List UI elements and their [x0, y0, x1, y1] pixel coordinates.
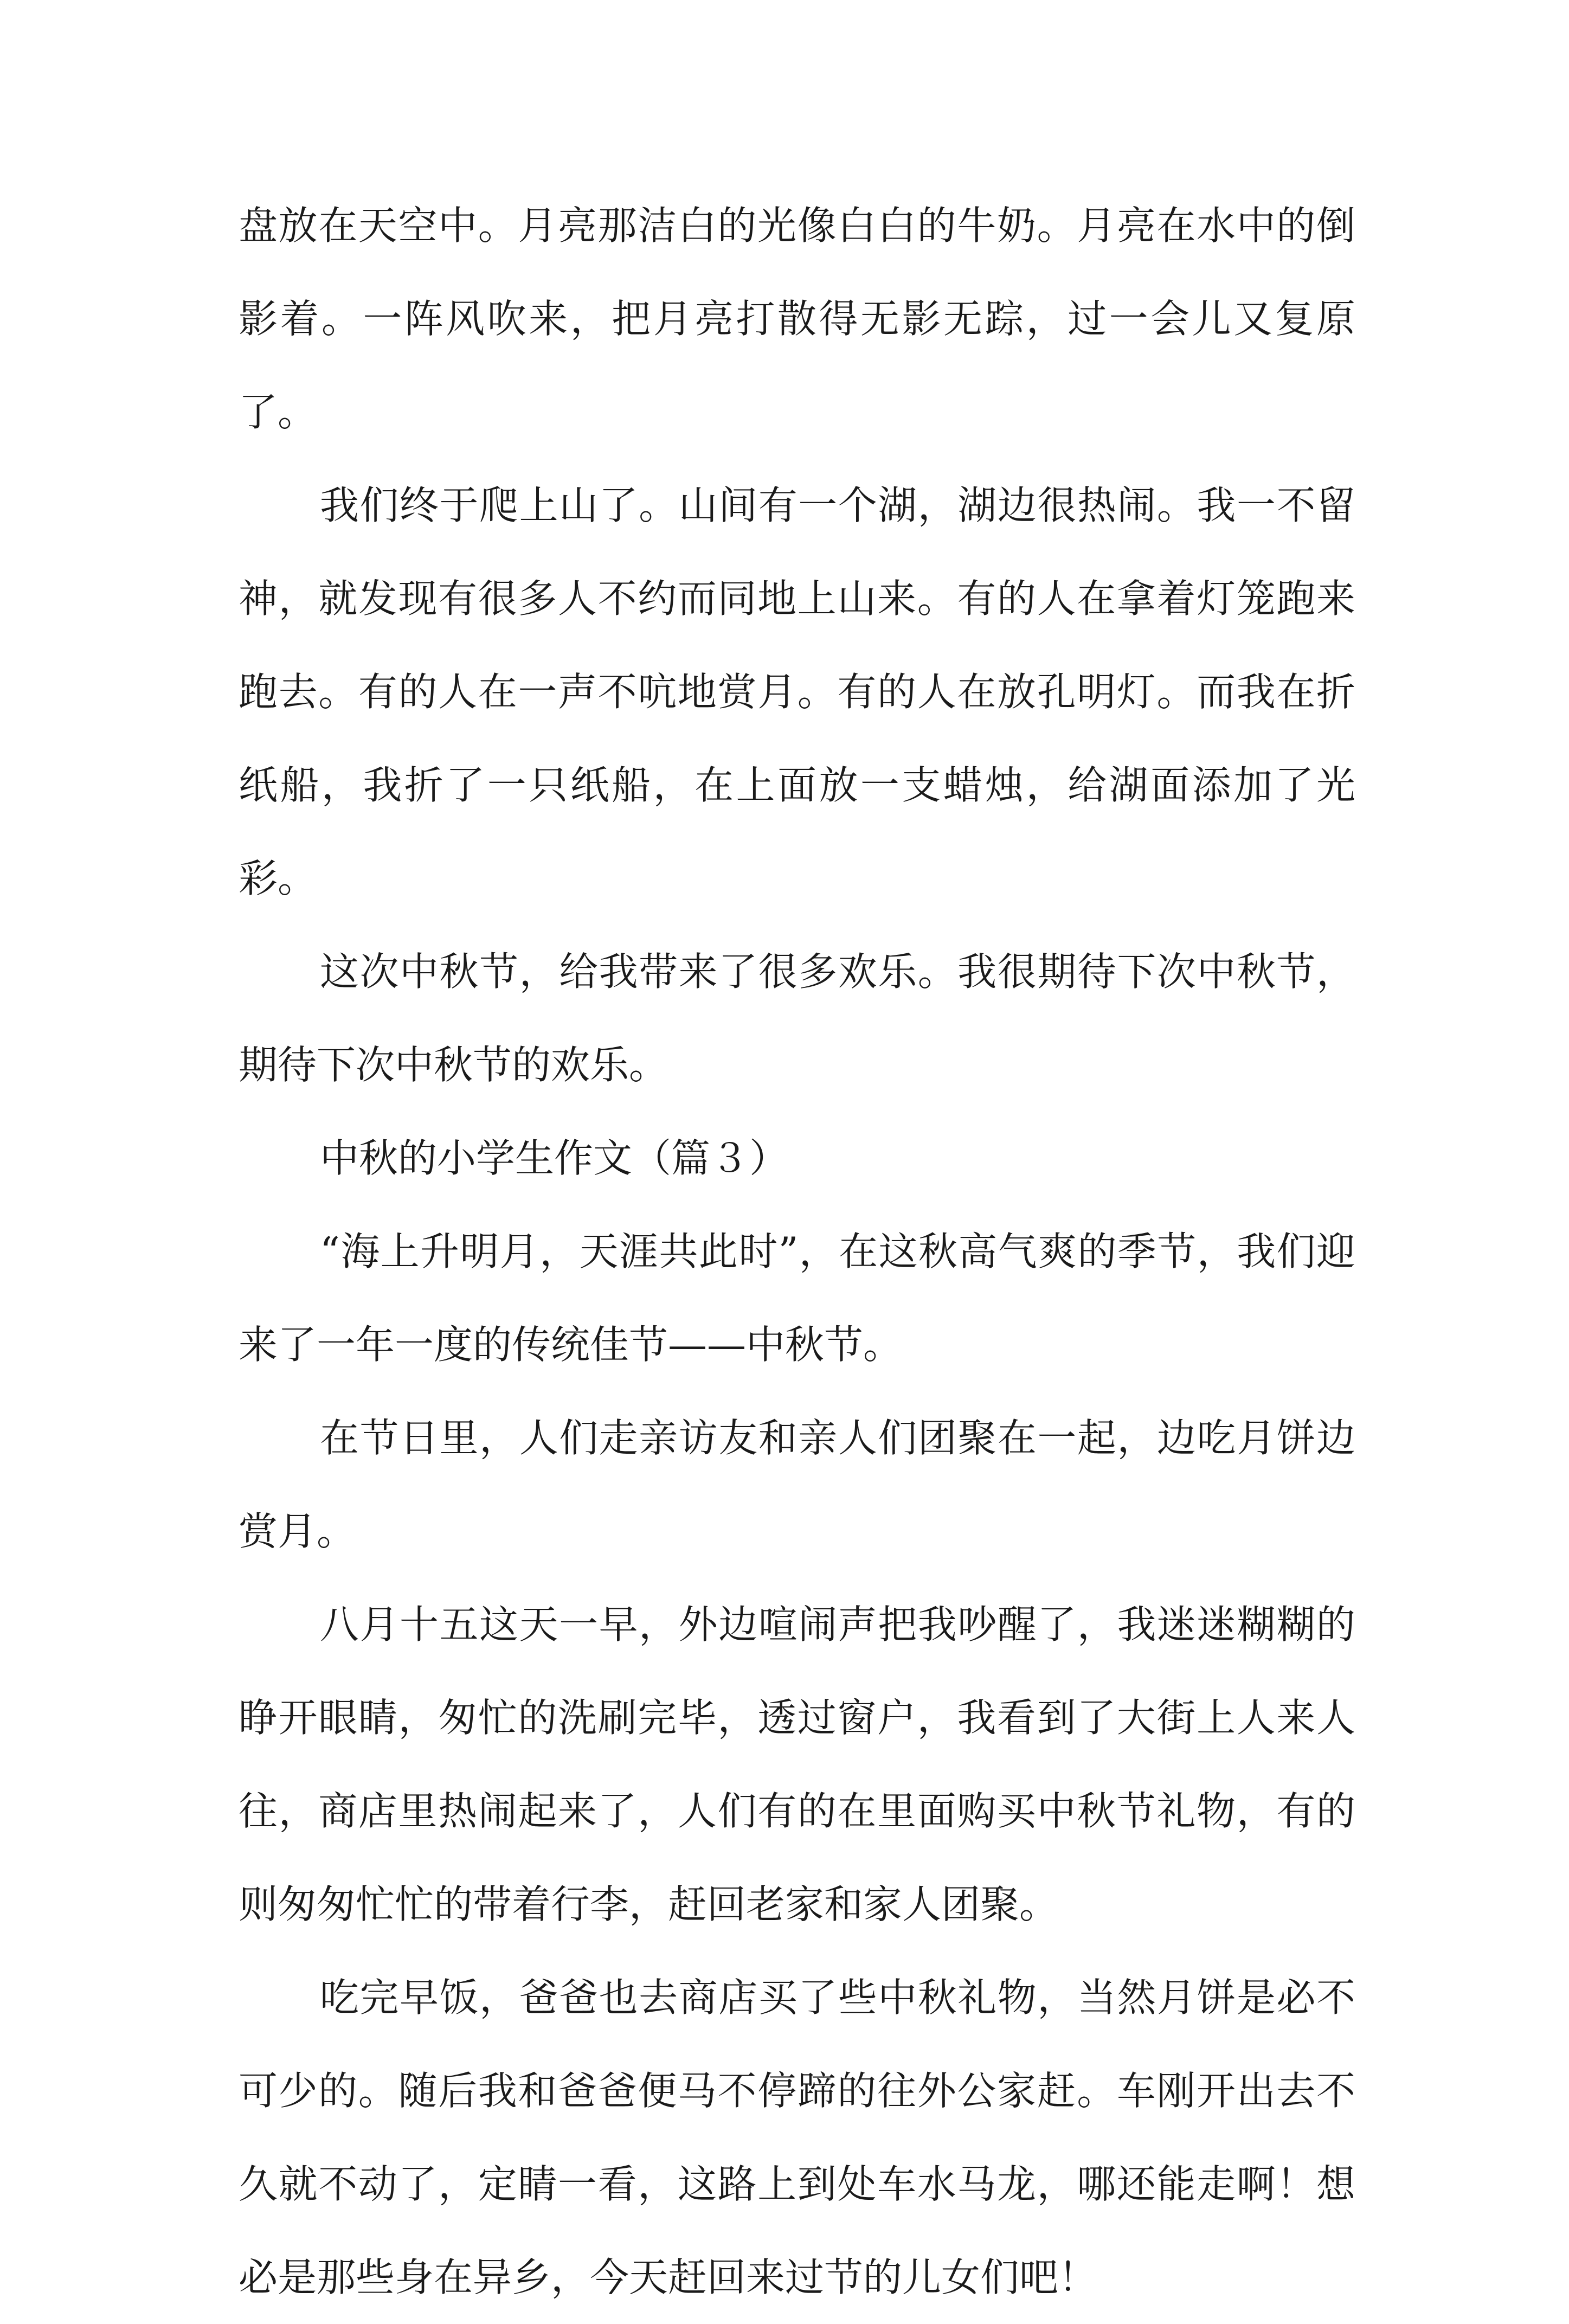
- paragraph-2: 我们终于爬上山了。山间有一个湖，湖边很热闹。我一不留神，就发现有很多人不约而同地上山来。有的人在拿着灯笼跑来跑去。有的人在一声不吭地赏月。有的人在放孔明灯。而我在折纸船，我折了一只纸船，在上面放一支蜡烛，给湖面添加了光彩。: [239, 483, 1355, 901]
- paragraph-3: 这次中秋节，给我带来了很多欢乐。我很期待下次中秋节，期待下次中秋节的欢乐。: [239, 949, 1355, 1088]
- paragraph-7: 吃完早饭，爸爸也去商店买了些中秋礼物，当然月饼是必不可少的。随后我和爸爸便马不停蹄的往外公家赶。车刚开出去不久就不动了，定睛一看，这路上到处车水马龙，哪还能走啊！想必是那些身在异乡，今天赶回来过节的儿女们吧！: [239, 1975, 1355, 2300]
- paragraph-1: 盘放在天空中。月亮那洁白的光像白白的牛奶。月亮在水中的倒影着。一阵风吹来，把月亮打散得无影无踪，过一会儿又复原了。: [239, 203, 1355, 435]
- document-body: [239, 179, 1355, 2324]
- paragraph-5: 在节日里，人们走亲访友和亲人们团聚在一起，边吃月饼边赏月。: [239, 1415, 1355, 1554]
- paragraph-6: 八月十五这天一早，外边喧闹声把我吵醒了，我迷迷糊糊的睁开眼睛，匆忙的洗刷完毕，透过窗户，我看到了大街上人来人往，商店里热闹起来了，人们有的在里面购买中秋节礼物，有的则匆匆忙忙的带着行李，赶回老家和家人团聚。: [239, 1602, 1355, 1927]
- paragraph-4: “海上升明月，天涯共此时”，在这秋高气爽的季节，我们迎来了一年一度的传统佳节——中秋节。: [239, 1229, 1355, 1368]
- section-heading: 中秋的小学生作文（篇３）: [320, 1135, 789, 1181]
